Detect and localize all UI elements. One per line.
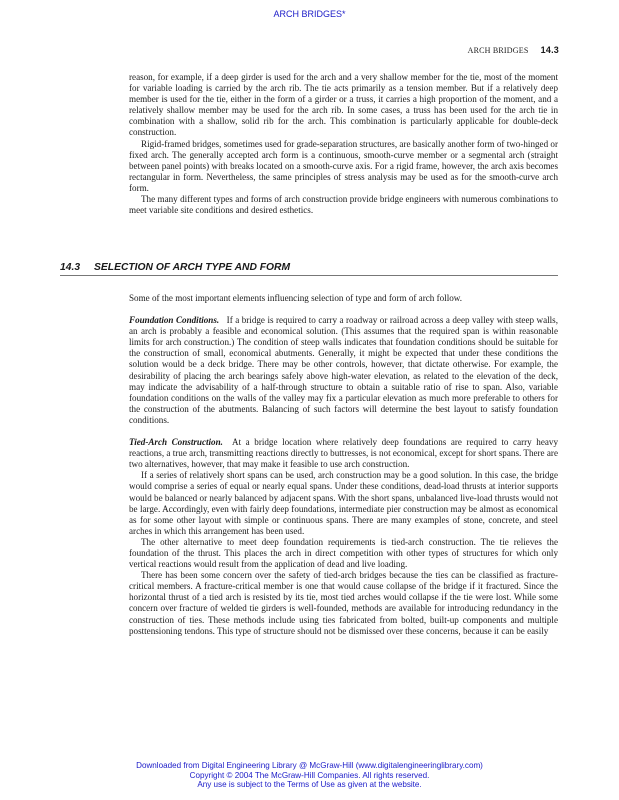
foundation-paragraph [129,315,558,426]
tied-arch-paragraph-2: If a series of relatively short spans can be used, arch construction may be a good solution. In this case, the bridge would comprise a series of equal or nearly equal spans. Under these conditions, dead-load thrusts at interior supports would be balanced or nearly balanced by adjacent spans. With the short spans, unbalanced live-load thrusts would not be large. Accordingly, even with fairly deep foundations, intermediate pier construction may be almost as economical as for some other layout with simple or continuous spans. There are many examples of stone, concrete, and steel arches in which this arrangement has been used. [129,470,558,536]
running-head-title: ARCH BRIDGES [467,46,529,55]
section-title: SELECTION OF ARCH TYPE AND FORM [94,262,291,273]
intro-paragraph-2: Rigid-framed bridges, sometimes used for grade-separation structures, are basically another form of two-hinged or fixed arch. The generally accepted arch form is a continuous, smooth-curve member or a segmental arch (straight between panel points) with breaks located on a smooth-curve axis. For a rigid frame, however, the arch axis becomes rectangular in form. Nevertheless, the same principles of stress analysis may be used as for the smooth-curve arch form. [129,138,558,193]
intro-paragraph-1: reason, for example, if a deep girder is used for the arch and a very shallow member for the tie, most of the moment for variable loading is carried by the arch rib. The tie acts primarily as a tension member. But if a relatively deep member is used for the tie, either in the form of a girder or a truss, it carries a high proportion of the moment, and a relatively shallow member may be used for the arch rib. In some cases, a truss has been used for the arch tie in combination with a shallow, solid rib for the arch. This combination is particularly applicable for double-deck construction. [129,72,558,138]
running-head [468,45,559,55]
tied-arch-paragraph-4: There has been some concern over the safety of tied-arch bridges because the ties can be classified as fracture-critical members. A fracture-critical member is one that would cause collapse of the bridge if it fractured. Since the horizontal thrust of a tied arch is resisted by its tie, most tied arches would collapse if the tie were lost. While some concern over fracture of welded tie girders is well-founded, methods are available for introducing redundancy in the construction of ties. These methods include using ties fabricated from bolted, built-up components and multiple posttensioning tendons. This type of structure should not be dismissed over these concerns, because it can be easily [129,570,558,636]
section-number: 14.3 [60,262,81,273]
section-heading [60,262,558,276]
page-number: 14.3 [540,45,559,55]
tied-arch-heading: Tied-Arch Construction. [129,437,223,448]
top-banner: ARCH BRIDGES* [273,9,346,19]
tied-arch-paragraph-3: The other alternative to meet deep foundation requirements is tied-arch construction. The tie relieves the foundation of the thrust. This places the arch in direct competition with other types of structures for which only vertical reactions would result from the application of dead and live loading. [129,536,558,570]
tied-arch-text: At a bridge location where relatively deep foundations are required to carry heavy reactions, a true arch, transmitting reactions directly to buttresses, is not economical, except for short spans. There are two alternatives, however, that may make it feasible to use arch construction. [129,437,558,470]
footer-copyright-line: Copyright © 2004 The McGraw-Hill Companies. All rights reserved. [189,770,430,780]
intro-text-block [129,72,558,216]
footer-download-line: Downloaded from Digital Engineering Library @ McGraw-Hill (www.digitalengineeringlibrary.com) [136,761,483,770]
tied-arch-paragraph [129,437,558,470]
footer-terms-line: Any use is subject to the Terms of Use as given at the website. [197,780,422,790]
section-body [129,293,558,637]
section-intro: Some of the most important elements influencing selection of type and form of arch follow. [129,293,463,303]
intro-paragraph-3: The many different types and forms of arch construction provide bridge engineers with numerous combinations to meet variable site conditions and desired esthetics. [129,194,558,216]
download-footer [0,761,619,790]
foundation-heading: Foundation Conditions. [129,315,220,326]
foundation-text: If a bridge is required to carry a roadway or railroad across a deep valley with steep walls, an arch is probably a feasible and economical solution. (This assumes that the required span is within reasonable limits for arch construction.) The condition of steep walls indicates that foundation conditions should be suitable for the construction of small, economical abutments. Generally, it might be expected that under these conditions the solution would be a deck bridge. There may be other controls, however, that dictate otherwise. For example, the desirability of placing the arch bearings safely above high-water elevation, as related to the elevation of the deck, may indicate the advisability of a half-through structure to obtain a suitable ratio of rise to span. Also, variable foundation conditions on the walls of the valley may fix a particular elevation as much more preferable to others for the construction of the abutments. Balancing of such factors will determine the best layout to satisfy foundation conditions. [129,315,558,425]
